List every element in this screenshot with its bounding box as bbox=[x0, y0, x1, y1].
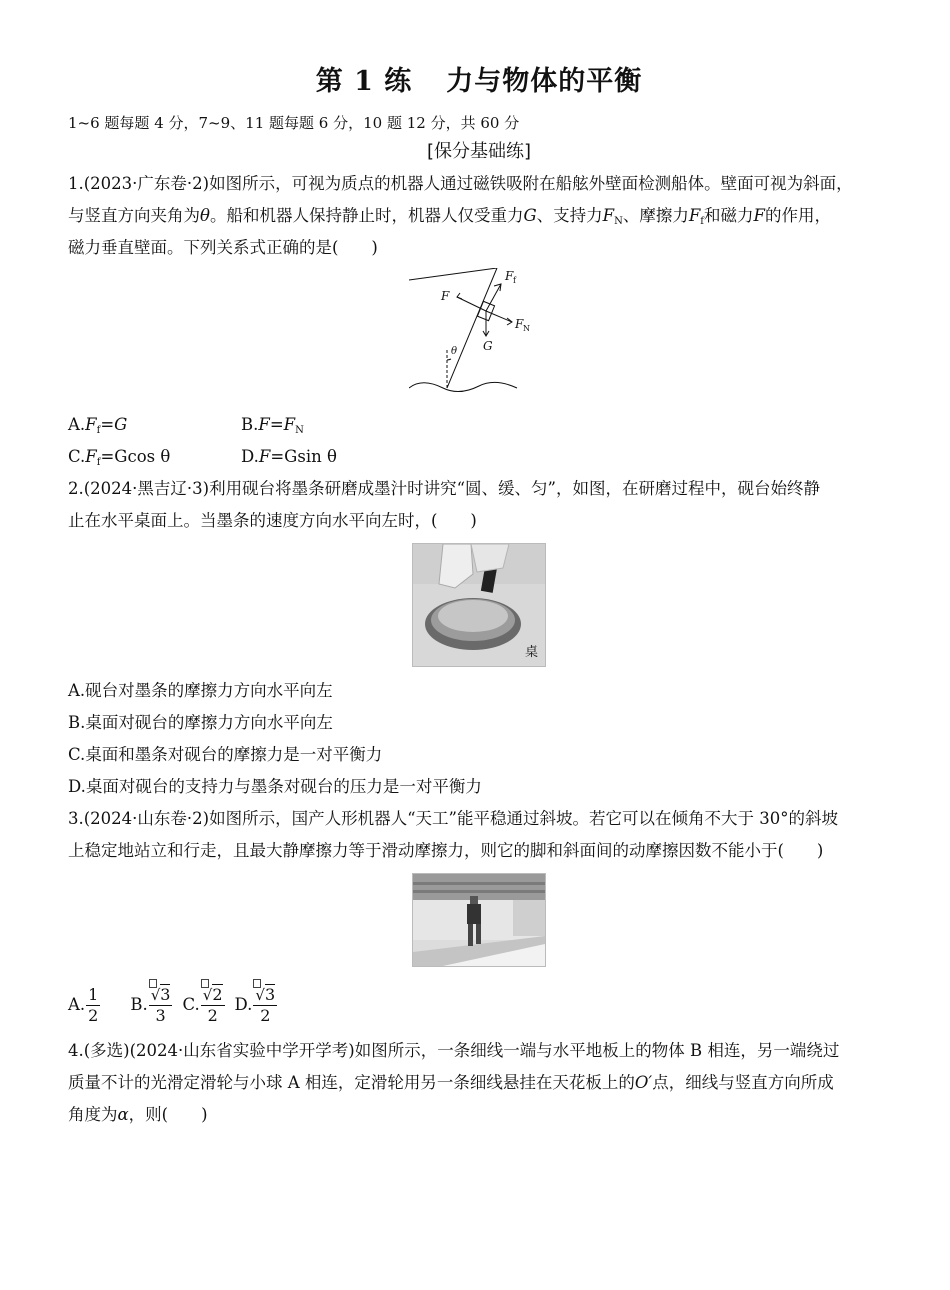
q2-inkstone-photo bbox=[412, 543, 546, 667]
inkstone-well bbox=[438, 600, 508, 632]
q1-option-a[interactable]: $A.F_f=G$ bbox=[68, 415, 128, 436]
question-4 bbox=[68, 1035, 890, 1131]
q2-option-d[interactable]: D.桌面对砚台的支持力与墨条对砚台的压力是一对平衡力 bbox=[68, 777, 482, 796]
hull-top-line bbox=[409, 268, 497, 280]
q2-line1: 2.(2024·黑吉辽·3)利用砚台将墨条研磨成墨汁时讲究“圆、缓、匀”，如图，在研磨过程中，砚台始终静 bbox=[68, 479, 820, 498]
label-Ff: F bbox=[505, 269, 514, 283]
svg-text:f: f bbox=[513, 276, 516, 285]
label-F: F bbox=[441, 289, 450, 303]
theta-arc bbox=[447, 359, 451, 360]
q3-option-d[interactable]: D. $\frac{√3}{2}$ bbox=[235, 985, 278, 1026]
water-wave bbox=[409, 382, 517, 391]
q1-line3: 磁力垂直壁面。下列关系式正确的是( ) bbox=[68, 238, 378, 257]
question-1 bbox=[68, 168, 890, 473]
q2-option-a[interactable]: A.砚台对墨条的摩擦力方向水平向左 bbox=[68, 681, 333, 700]
q4-line3: 角度为α，则( ) bbox=[68, 1105, 208, 1124]
q3-line2: 上稳定地站立和行走，且最大静摩擦力等于滑动摩擦力，则它的脚和斜面间的动摩擦因数不能小于( ) bbox=[68, 841, 824, 860]
q2-option-b[interactable]: B.桌面对砚台的摩擦力方向水平向左 bbox=[68, 713, 333, 732]
q3-option-b[interactable]: B. $\frac{√3}{3}$ bbox=[130, 985, 172, 1026]
robot-head bbox=[470, 896, 478, 904]
label-G: G bbox=[483, 339, 493, 353]
question-3 bbox=[68, 803, 890, 1035]
robot-body bbox=[467, 904, 481, 924]
hull-slope-line bbox=[447, 268, 497, 388]
label-FN: F bbox=[515, 317, 524, 331]
page bbox=[68, 60, 890, 1131]
q2-line2: 止在水平桌面上。当墨条的速度方向水平向左时，( ) bbox=[68, 511, 477, 530]
q4-line1: 4.(多选)(2024·山东省实验中学开学考)如图所示，一条细线一端与水平地板上的物体 B 相连，另一端绕过 bbox=[68, 1041, 840, 1060]
label-theta: θ bbox=[451, 346, 458, 357]
q2-option-c[interactable]: C.桌面和墨条对砚台的摩擦力是一对平衡力 bbox=[68, 745, 383, 764]
title-part2: 力与物体的平衡 bbox=[446, 66, 643, 97]
q1-option-b[interactable]: $B.F=F_N$ bbox=[241, 415, 304, 436]
q1-force-diagram bbox=[409, 268, 549, 403]
q3-option-c[interactable]: C. $\frac{√2}{2}$ bbox=[182, 985, 224, 1026]
q1-line2: 与竖直方向夹角为θ。船和机器人保持静止时，机器人仅受重力G、支持力$F_N$、摩擦力$F_f$和磁力F的作用， bbox=[68, 206, 831, 227]
q1-option-d[interactable]: D.F=Gsin θ bbox=[241, 447, 337, 466]
score-line: 1~6 题每题 4 分，7~9、11 题每题 6 分，10 题 12 分，共 60 分 bbox=[68, 114, 520, 132]
q1-line1: 1.(2023·广东卷·2)如图所示，可视为质点的机器人通过磁铁吸附在船舷外壁面检测船体。壁面可视为斜面， bbox=[68, 174, 853, 193]
q1-option-c[interactable]: $C.F_f=Gcos$ θ bbox=[68, 447, 171, 468]
q4-line2: 质量不计的光滑定滑轮与小球 A 相连，定滑轮用另一条细线悬挂在天花板上的O′点，细线与竖直方向所成 bbox=[68, 1073, 834, 1092]
title-part1: 第 1 练 bbox=[315, 66, 413, 97]
q3-robot-photo bbox=[412, 873, 546, 967]
page-title bbox=[68, 60, 890, 104]
q3-option-a[interactable]: A. $\frac{1}{2}$ bbox=[68, 984, 99, 1025]
q1-options bbox=[68, 409, 890, 473]
photo-label-desk: 桌 bbox=[525, 645, 539, 660]
normal-arrowhead bbox=[507, 318, 512, 325]
section-heading: [保分基础练] bbox=[426, 141, 532, 162]
q3-options bbox=[68, 975, 890, 1035]
question-2 bbox=[68, 473, 890, 803]
magnetic-arrowhead bbox=[457, 293, 462, 299]
q3-line1: 3.(2024·山东卷·2)如图所示，国产人形机器人“天工”能平稳通过斜坡。若它可以在倾角不大于 30°的斜坡 bbox=[68, 809, 838, 828]
svg-text:N: N bbox=[523, 324, 530, 333]
